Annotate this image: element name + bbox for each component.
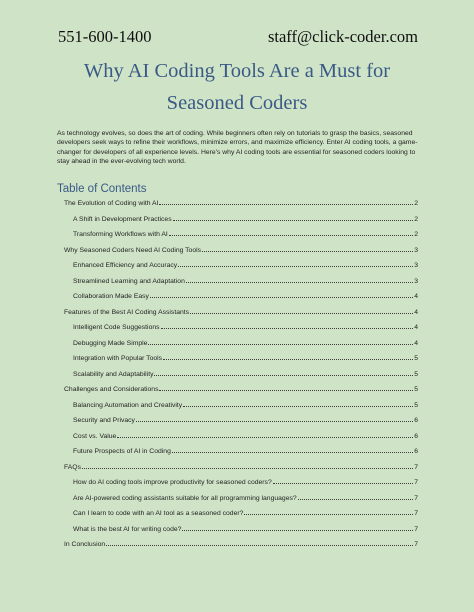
toc-dot-leader xyxy=(150,297,413,298)
toc-entry-label: A Shift in Development Practices xyxy=(73,215,172,223)
toc-entry[interactable] xyxy=(73,352,418,362)
toc-entry-page-number: 7 xyxy=(414,510,418,517)
toc-dot-leader xyxy=(161,328,414,329)
toc-entry-page-number: 4 xyxy=(414,308,418,316)
toc-dot-leader xyxy=(136,421,413,422)
toc-dot-leader xyxy=(186,282,413,283)
toc-dot-leader xyxy=(190,313,413,314)
toc-entry-page-number: 4 xyxy=(414,293,418,300)
toc-entry-page-number: 2 xyxy=(414,215,418,223)
toc-dot-leader xyxy=(172,452,413,453)
toc-dot-leader xyxy=(148,344,413,345)
toc-entry-page-number: 5 xyxy=(414,401,418,409)
page-title-line-2: Seasoned Coders xyxy=(166,92,308,114)
toc-entry-page-number: 3 xyxy=(414,246,418,254)
toc-entry-page-number: 6 xyxy=(414,448,418,455)
toc-entry[interactable] xyxy=(73,476,418,486)
toc-entry-label: Security and Privacy xyxy=(73,417,135,424)
toc-entry[interactable] xyxy=(73,228,418,238)
toc-entry-label: Integration with Popular Tools xyxy=(73,355,163,362)
email-address: staff@click-coder.com xyxy=(267,27,418,46)
toc-entry[interactable] xyxy=(64,197,418,207)
toc-dot-leader xyxy=(202,251,413,252)
toc-entry-label: Features of the Best AI Coding Assistants xyxy=(64,308,190,316)
toc-entry-label: Transforming Workflows with AI xyxy=(73,231,168,238)
toc-dot-leader xyxy=(173,220,414,221)
page-title-line-1: Why AI Coding Tools Are a Must for xyxy=(83,60,391,82)
contact-header xyxy=(58,27,418,51)
toc-entry-page-number: 5 xyxy=(414,386,418,393)
toc-entry-page-number: 6 xyxy=(414,417,418,424)
toc-dot-leader xyxy=(298,499,414,500)
toc-dot-leader xyxy=(163,359,413,360)
toc-entry[interactable] xyxy=(73,275,418,285)
toc-entry[interactable] xyxy=(64,383,418,393)
toc-entry-label: How do AI coding tools improve productivity for seasoned coders? xyxy=(73,479,272,486)
toc-entry-page-number: 3 xyxy=(414,262,418,269)
toc-entry-page-number: 7 xyxy=(414,525,418,533)
toc-dot-leader xyxy=(117,437,413,438)
toc-entry-page-number: 2 xyxy=(414,231,418,238)
toc-dot-leader xyxy=(183,406,413,407)
toc-entry-label: Enhanced Efficiency and Accuracy xyxy=(73,262,178,269)
toc-entry[interactable] xyxy=(64,538,418,548)
toc-entry-label: Collaboration Made Easy xyxy=(73,293,149,300)
toc-entry[interactable] xyxy=(73,414,418,424)
toc-entry[interactable] xyxy=(73,399,418,409)
toc-entry-page-number: 4 xyxy=(414,339,418,347)
toc-dot-leader xyxy=(182,530,413,531)
toc-dot-leader xyxy=(273,483,413,484)
toc-entry[interactable] xyxy=(73,213,418,223)
toc-entry-label: FAQs xyxy=(64,463,81,471)
toc-entry-label: Why Seasoned Coders Need AI Coding Tools xyxy=(64,246,202,254)
toc-entry-label: Debugging Made Simple xyxy=(73,339,148,347)
toc-entry-page-number: 2 xyxy=(414,200,418,207)
toc-heading: Table of Contents xyxy=(57,183,147,195)
toc-entry-label: In Conclusion xyxy=(64,541,106,548)
toc-dot-leader xyxy=(106,545,413,546)
toc-dot-leader xyxy=(82,468,413,469)
toc-entry-label: Cost vs. Value xyxy=(73,432,117,440)
toc-entry-label: Streamlined Learning and Adaptation xyxy=(73,277,185,285)
toc-entry-label: What is the best AI for writing code? xyxy=(73,525,182,533)
toc-entry[interactable] xyxy=(64,244,418,254)
toc-entry[interactable] xyxy=(73,445,418,455)
toc-entry-label: Can I learn to code with an AI tool as a seasoned coder? xyxy=(73,510,244,517)
toc-entry[interactable] xyxy=(64,461,418,471)
toc-dot-leader xyxy=(178,266,413,267)
toc-entry[interactable] xyxy=(73,507,418,517)
toc-entry-label: Balancing Automation and Creativity xyxy=(73,401,183,409)
intro-paragraph: As technology evolves, so does the art of coding. While beginners often rely on tutorials to grasp the basics, seasoned developers seek ways to refine their workflows, minimize errors, and maximize efficiency. Enter AI coding tools, a game-changer for developers of all experience levels. Here's why AI coding tools are essential for seasoned coders looking to stay ahead in the ever-evolving tech world. xyxy=(57,130,418,165)
toc-entry[interactable] xyxy=(73,523,418,533)
toc-dot-leader xyxy=(169,235,413,236)
toc-entry[interactable] xyxy=(73,430,418,440)
toc-entry-label: The Evolution of Coding with AI xyxy=(64,200,159,207)
toc-entry-label: Are AI-powered coding assistants suitable for all programming languages? xyxy=(73,494,297,502)
toc-entry[interactable] xyxy=(73,290,418,300)
toc-entry-page-number: 7 xyxy=(414,494,418,502)
toc-dot-leader xyxy=(159,390,413,391)
toc-entry-page-number: 7 xyxy=(414,479,418,486)
toc-dot-leader xyxy=(154,375,413,376)
toc-entry-label: Intelligent Code Suggestions xyxy=(73,324,160,331)
toc-entry[interactable] xyxy=(73,492,418,502)
toc-entry-page-number: 5 xyxy=(414,370,418,378)
toc-entry-page-number: 6 xyxy=(414,432,418,440)
toc-entry-label: Scalability and Adaptability xyxy=(73,370,154,378)
phone-number: 551-600-1400 xyxy=(58,27,152,46)
toc-dot-leader xyxy=(159,204,413,205)
toc-entry[interactable] xyxy=(73,368,418,378)
toc-entry-label: Challenges and Considerations xyxy=(64,386,159,393)
toc-entry[interactable] xyxy=(64,306,418,316)
toc-entry-page-number: 7 xyxy=(414,541,418,548)
toc-entry-page-number: 4 xyxy=(414,324,418,331)
toc-entry[interactable] xyxy=(73,259,418,269)
toc-entry-page-number: 3 xyxy=(414,277,418,285)
toc-entry-label: Future Prospects of AI in Coding xyxy=(73,448,171,455)
toc-entry-page-number: 5 xyxy=(414,355,418,362)
toc-entry[interactable] xyxy=(73,337,418,347)
toc-dot-leader xyxy=(244,514,413,515)
toc-entry-page-number: 7 xyxy=(414,463,418,471)
toc-entry[interactable] xyxy=(73,321,418,331)
